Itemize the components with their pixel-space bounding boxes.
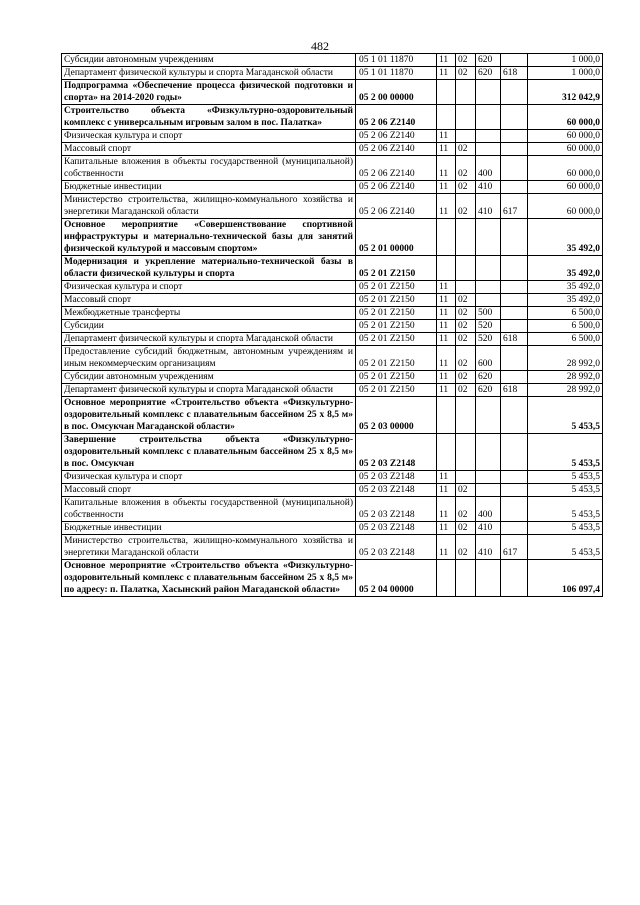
table-row xyxy=(62,105,603,130)
row-section: 11 xyxy=(437,471,456,484)
row-name: Министерство строительства, жилищно-коммунального хозяйства и энергетики Магаданской области xyxy=(62,194,356,219)
row-administrator xyxy=(501,219,528,256)
row-subsection: 02 xyxy=(456,484,476,497)
row-expense-type: 520 xyxy=(476,333,501,346)
row-subsection: 02 xyxy=(456,307,476,320)
row-subsection: 02 xyxy=(456,346,476,371)
table-row xyxy=(62,54,603,67)
row-subsection xyxy=(456,434,476,471)
table-row xyxy=(62,256,603,281)
table-row xyxy=(62,535,603,560)
row-code: 05 2 01 Z2150 xyxy=(356,256,437,281)
row-subsection: 02 xyxy=(456,497,476,522)
row-code: 05 2 01 Z2150 xyxy=(356,371,437,384)
row-amount: 106 097,4 xyxy=(528,560,603,597)
row-code: 05 2 01 00000 xyxy=(356,219,437,256)
row-code: 05 2 01 Z2150 xyxy=(356,384,437,397)
row-amount: 1 000,0 xyxy=(528,67,603,80)
table-row xyxy=(62,67,603,80)
row-subsection xyxy=(456,397,476,434)
table-row xyxy=(62,156,603,181)
row-administrator: 618 xyxy=(501,384,528,397)
row-administrator: 617 xyxy=(501,194,528,219)
row-name: Физическая культура и спорт xyxy=(62,130,356,143)
row-code: 05 2 03 Z2148 xyxy=(356,471,437,484)
row-code: 05 2 03 00000 xyxy=(356,397,437,434)
row-code: 05 2 06 Z2140 xyxy=(356,194,437,219)
row-expense-type: 410 xyxy=(476,522,501,535)
row-section: 11 xyxy=(437,320,456,333)
row-administrator xyxy=(501,346,528,371)
row-name: Массовый спорт xyxy=(62,484,356,497)
row-amount: 5 453,5 xyxy=(528,497,603,522)
row-expense-type xyxy=(476,560,501,597)
row-name: Капитальные вложения в объекты государственной (муниципальной) собственности xyxy=(62,497,356,522)
row-amount: 60 000,0 xyxy=(528,156,603,181)
row-subsection xyxy=(456,105,476,130)
table-row xyxy=(62,384,603,397)
row-expense-type xyxy=(476,471,501,484)
row-name: Массовый спорт xyxy=(62,294,356,307)
row-code: 05 2 06 Z2140 xyxy=(356,105,437,130)
row-section: 11 xyxy=(437,143,456,156)
table-row xyxy=(62,333,603,346)
row-expense-type: 520 xyxy=(476,320,501,333)
row-code: 05 2 00 00000 xyxy=(356,80,437,105)
row-administrator xyxy=(501,281,528,294)
row-amount: 60 000,0 xyxy=(528,181,603,194)
row-code: 05 1 01 11870 xyxy=(356,67,437,80)
row-name: Завершение строительства объекта «Физкультурно-оздоровительный комплекс с плавательным бассейном 25 х 8,5 м» в пос. Омсукчан xyxy=(62,434,356,471)
row-amount: 28 992,0 xyxy=(528,371,603,384)
row-section xyxy=(437,219,456,256)
row-name: Бюджетные инвестиции xyxy=(62,522,356,535)
row-code: 05 2 01 Z2150 xyxy=(356,281,437,294)
row-code: 05 2 01 Z2150 xyxy=(356,307,437,320)
row-section xyxy=(437,560,456,597)
row-subsection xyxy=(456,256,476,281)
row-section: 11 xyxy=(437,346,456,371)
row-code: 05 2 01 Z2150 xyxy=(356,294,437,307)
row-subsection xyxy=(456,80,476,105)
row-name: Физическая культура и спорт xyxy=(62,281,356,294)
row-administrator: 618 xyxy=(501,67,528,80)
row-code: 05 2 03 Z2148 xyxy=(356,484,437,497)
row-administrator xyxy=(501,54,528,67)
row-code: 05 2 06 Z2140 xyxy=(356,181,437,194)
row-code: 05 2 01 Z2150 xyxy=(356,333,437,346)
row-subsection: 02 xyxy=(456,333,476,346)
row-amount: 5 453,5 xyxy=(528,434,603,471)
row-expense-type: 410 xyxy=(476,535,501,560)
row-amount: 6 500,0 xyxy=(528,307,603,320)
table-row xyxy=(62,294,603,307)
row-subsection xyxy=(456,560,476,597)
table-row xyxy=(62,143,603,156)
row-expense-type xyxy=(476,281,501,294)
row-administrator xyxy=(501,105,528,130)
table-row xyxy=(62,560,603,597)
row-name: Подпрограмма «Обеспечение процесса физической подготовки и спорта» на 2014-2020 годы» xyxy=(62,80,356,105)
row-subsection: 02 xyxy=(456,535,476,560)
table-row xyxy=(62,219,603,256)
row-amount: 35 492,0 xyxy=(528,256,603,281)
row-administrator xyxy=(501,497,528,522)
page-number: 482 xyxy=(311,39,329,53)
row-expense-type: 620 xyxy=(476,67,501,80)
table-row xyxy=(62,130,603,143)
row-expense-type xyxy=(476,80,501,105)
row-code: 05 2 06 Z2140 xyxy=(356,143,437,156)
row-section: 11 xyxy=(437,130,456,143)
row-amount: 60 000,0 xyxy=(528,143,603,156)
row-expense-type: 600 xyxy=(476,346,501,371)
row-name: Департамент физической культуры и спорта Магаданской области xyxy=(62,67,356,80)
row-section: 11 xyxy=(437,384,456,397)
row-expense-type: 400 xyxy=(476,497,501,522)
table-row xyxy=(62,194,603,219)
row-expense-type xyxy=(476,294,501,307)
row-name: Бюджетные инвестиции xyxy=(62,181,356,194)
row-subsection: 02 xyxy=(456,384,476,397)
table-row xyxy=(62,434,603,471)
row-administrator xyxy=(501,434,528,471)
row-name: Межбюджетные трансферты xyxy=(62,307,356,320)
row-expense-type xyxy=(476,130,501,143)
row-code: 05 2 03 Z2148 xyxy=(356,535,437,560)
row-administrator xyxy=(501,320,528,333)
row-section: 11 xyxy=(437,522,456,535)
row-name: Департамент физической культуры и спорта Магаданской области xyxy=(62,333,356,346)
row-expense-type: 410 xyxy=(476,181,501,194)
row-amount: 28 992,0 xyxy=(528,384,603,397)
row-administrator xyxy=(501,80,528,105)
row-section: 11 xyxy=(437,294,456,307)
row-expense-type: 620 xyxy=(476,371,501,384)
row-expense-type: 620 xyxy=(476,384,501,397)
table-row xyxy=(62,497,603,522)
row-administrator xyxy=(501,471,528,484)
row-code: 05 1 01 11870 xyxy=(356,54,437,67)
row-amount: 312 042,9 xyxy=(528,80,603,105)
row-amount: 60 000,0 xyxy=(528,130,603,143)
row-section: 11 xyxy=(437,181,456,194)
row-amount: 1 000,0 xyxy=(528,54,603,67)
row-subsection xyxy=(456,471,476,484)
row-section xyxy=(437,397,456,434)
row-subsection xyxy=(456,130,476,143)
row-name: Субсидии xyxy=(62,320,356,333)
row-subsection: 02 xyxy=(456,143,476,156)
row-name: Основное мероприятие «Строительство объекта «Физкультурно-оздоровительный комплекс с плавательным бассейном 25 х 8,5 м» по адресу: п. Палатка, Хасынский район Магаданской области» xyxy=(62,560,356,597)
table-row xyxy=(62,371,603,384)
row-section: 11 xyxy=(437,535,456,560)
budget-table xyxy=(61,53,603,597)
row-amount: 5 453,5 xyxy=(528,397,603,434)
row-amount: 5 453,5 xyxy=(528,484,603,497)
row-code: 05 2 03 Z2148 xyxy=(356,522,437,535)
row-amount: 60 000,0 xyxy=(528,105,603,130)
row-administrator xyxy=(501,397,528,434)
row-section xyxy=(437,434,456,471)
table-row xyxy=(62,320,603,333)
row-code: 05 2 03 Z2148 xyxy=(356,434,437,471)
row-amount: 6 500,0 xyxy=(528,333,603,346)
table-row xyxy=(62,397,603,434)
row-expense-type xyxy=(476,143,501,156)
row-administrator xyxy=(501,143,528,156)
row-name: Строительство объекта «Физкультурно-оздоровительный комплекс с универсальным игровым залом в пос. Палатка» xyxy=(62,105,356,130)
row-section xyxy=(437,256,456,281)
row-name: Субсидии автономным учреждениям xyxy=(62,54,356,67)
row-administrator: 618 xyxy=(501,333,528,346)
row-code: 05 2 01 Z2150 xyxy=(356,320,437,333)
row-administrator xyxy=(501,522,528,535)
row-section: 11 xyxy=(437,307,456,320)
row-subsection: 02 xyxy=(456,371,476,384)
row-code: 05 2 06 Z2140 xyxy=(356,156,437,181)
row-name: Департамент физической культуры и спорта Магаданской области xyxy=(62,384,356,397)
row-name: Капитальные вложения в объекты государственной (муниципальной) собственности xyxy=(62,156,356,181)
row-section: 11 xyxy=(437,194,456,219)
row-amount: 35 492,0 xyxy=(528,219,603,256)
row-administrator xyxy=(501,256,528,281)
row-administrator xyxy=(501,484,528,497)
row-expense-type xyxy=(476,256,501,281)
table-row xyxy=(62,522,603,535)
row-name: Субсидии автономным учреждениям xyxy=(62,371,356,384)
row-section: 11 xyxy=(437,333,456,346)
row-subsection: 02 xyxy=(456,194,476,219)
row-subsection: 02 xyxy=(456,181,476,194)
row-section: 11 xyxy=(437,156,456,181)
row-expense-type: 400 xyxy=(476,156,501,181)
table-row xyxy=(62,484,603,497)
row-section: 11 xyxy=(437,484,456,497)
row-administrator xyxy=(501,371,528,384)
row-code: 05 2 06 Z2140 xyxy=(356,130,437,143)
row-amount: 35 492,0 xyxy=(528,281,603,294)
row-amount: 5 453,5 xyxy=(528,471,603,484)
row-expense-type xyxy=(476,397,501,434)
row-expense-type xyxy=(476,219,501,256)
row-administrator xyxy=(501,156,528,181)
table-row xyxy=(62,471,603,484)
row-subsection: 02 xyxy=(456,54,476,67)
row-section: 11 xyxy=(437,67,456,80)
row-administrator xyxy=(501,181,528,194)
table-row xyxy=(62,181,603,194)
table-row xyxy=(62,307,603,320)
row-amount: 60 000,0 xyxy=(528,194,603,219)
row-subsection: 02 xyxy=(456,67,476,80)
row-name: Основное мероприятие «Строительство объекта «Физкультурно-оздоровительный комплекс с плавательным бассейном 25 х 8,5 м» в пос. Омсукчан Магаданской области» xyxy=(62,397,356,434)
row-name: Министерство строительства, жилищно-коммунального хозяйства и энергетики Магаданской области xyxy=(62,535,356,560)
row-amount: 6 500,0 xyxy=(528,320,603,333)
row-expense-type xyxy=(476,105,501,130)
row-subsection: 02 xyxy=(456,522,476,535)
row-subsection xyxy=(456,281,476,294)
row-expense-type xyxy=(476,434,501,471)
row-subsection: 02 xyxy=(456,156,476,181)
row-code: 05 2 04 00000 xyxy=(356,560,437,597)
row-administrator xyxy=(501,560,528,597)
row-amount: 5 453,5 xyxy=(528,535,603,560)
row-name: Модернизация и укрепление материально-технической базы в области физической культуры и спорта xyxy=(62,256,356,281)
row-administrator: 617 xyxy=(501,535,528,560)
table-row xyxy=(62,80,603,105)
row-amount: 28 992,0 xyxy=(528,346,603,371)
row-subsection xyxy=(456,219,476,256)
row-name: Основное мероприятие «Совершенствование спортивной инфраструктуры и материально-технической базы для занятий физической культурой и массовым спортом» xyxy=(62,219,356,256)
row-administrator xyxy=(501,294,528,307)
row-section: 11 xyxy=(437,497,456,522)
row-expense-type: 500 xyxy=(476,307,501,320)
row-subsection: 02 xyxy=(456,294,476,307)
table-row xyxy=(62,346,603,371)
row-code: 05 2 01 Z2150 xyxy=(356,346,437,371)
row-section: 11 xyxy=(437,371,456,384)
row-section: 11 xyxy=(437,281,456,294)
row-section xyxy=(437,80,456,105)
row-code: 05 2 03 Z2148 xyxy=(356,497,437,522)
row-section: 11 xyxy=(437,54,456,67)
row-name: Физическая культура и спорт xyxy=(62,471,356,484)
row-name: Предоставление субсидий бюджетным, автономным учреждениям и иным некоммерческим организациям xyxy=(62,346,356,371)
row-expense-type xyxy=(476,484,501,497)
row-subsection: 02 xyxy=(456,320,476,333)
table-row xyxy=(62,281,603,294)
row-section xyxy=(437,105,456,130)
row-expense-type: 410 xyxy=(476,194,501,219)
row-administrator xyxy=(501,130,528,143)
row-expense-type: 620 xyxy=(476,54,501,67)
row-name: Массовый спорт xyxy=(62,143,356,156)
row-amount: 35 492,0 xyxy=(528,294,603,307)
row-administrator xyxy=(501,307,528,320)
row-amount: 5 453,5 xyxy=(528,522,603,535)
